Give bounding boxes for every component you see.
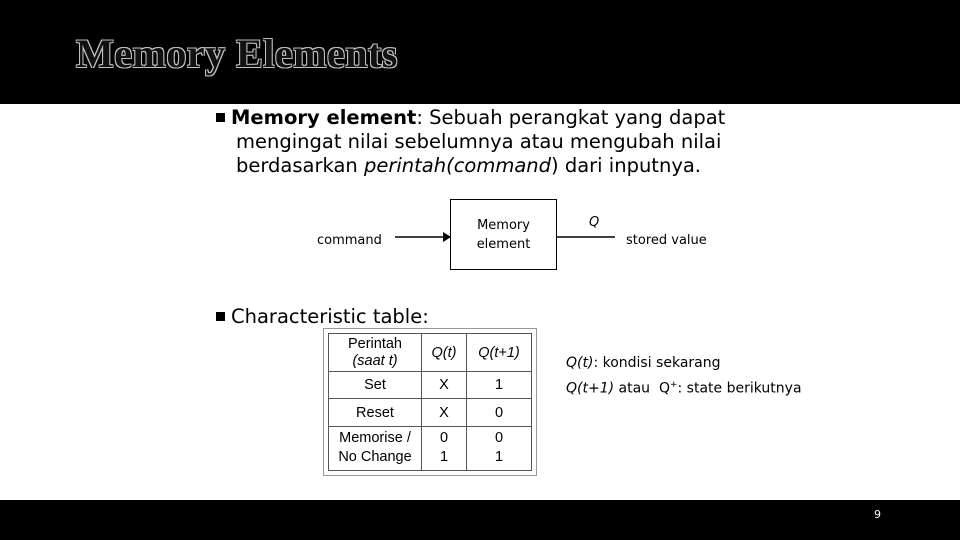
note-qt1-text: : state berikutnya: [677, 380, 802, 397]
cell-qt1: 1: [467, 372, 532, 399]
characteristic-table-image: [323, 328, 537, 476]
cell-qt-line1: 0: [439, 430, 449, 447]
note-qt-text: : kondisi sekarang: [593, 355, 721, 371]
definition-text-3b: perintah(command: [363, 154, 552, 177]
definition-bullet: [216, 106, 836, 178]
header-perintah: [329, 334, 422, 372]
cell-qt: X: [422, 399, 467, 426]
input-label: command: [317, 233, 382, 248]
note-qt1-mid: atau Q: [614, 380, 670, 397]
header-perintah-line2: (saat t): [352, 352, 398, 369]
table-row: [329, 372, 532, 399]
notes: [566, 352, 802, 400]
cell-cmd-line2: No Change: [338, 449, 412, 466]
footer-bar: [0, 500, 960, 540]
note-qt-symbol: Q(t): [566, 355, 594, 371]
cell-cmd: Set: [329, 372, 422, 399]
cell-cmd: [329, 426, 422, 470]
table-bullet: [216, 305, 429, 328]
definition-text-1: : Sebuah perangkat yang dapat: [416, 106, 726, 129]
cell-qt: X: [422, 372, 467, 399]
note-qplus-sup: +: [669, 380, 678, 390]
table-row: [329, 426, 532, 470]
header-qt: Q(t): [422, 334, 467, 372]
output-line: [557, 228, 617, 244]
characteristic-table: [328, 333, 532, 471]
box-label-2: element: [476, 237, 531, 252]
cell-qt1: 0: [467, 399, 532, 426]
table-row: [329, 399, 532, 426]
definition-text-2: mengingat nilai sebelumnya atau mengubah nilai: [236, 130, 722, 153]
input-arrow: [395, 228, 455, 244]
cell-cmd: Reset: [329, 399, 422, 426]
cell-cmd-line1: Memorise /: [339, 430, 411, 447]
header-qt1: Q(t+1): [467, 334, 532, 372]
cell-qt1-line1: 0: [494, 430, 504, 447]
cell-qt1-line2: 1: [494, 449, 504, 466]
bullet-square-icon: [216, 113, 225, 122]
definition-text-3a: berdasarkan: [236, 154, 364, 177]
term-memory-element: Memory element: [231, 106, 417, 129]
page-number: 9: [874, 508, 881, 521]
cell-qt-line2: 1: [439, 449, 449, 466]
note-qt1: [566, 374, 802, 400]
output-label: stored value: [626, 233, 707, 248]
note-qt1-symbol: Q(t+1): [566, 380, 615, 397]
cell-qt1: [467, 426, 532, 470]
table-header-row: [329, 334, 532, 372]
header-perintah-line1: Perintah: [347, 335, 402, 352]
bullet-square-icon: [216, 312, 225, 321]
note-qt: [566, 352, 802, 374]
cell-qt: [422, 426, 467, 470]
definition-text-3c: ) dari inputnya.: [551, 154, 702, 177]
table-bullet-text: Characteristic table:: [231, 305, 429, 328]
slide-title: Memory Elements: [76, 31, 398, 76]
memory-element-box: [450, 199, 557, 270]
box-label-1: Memory: [477, 218, 530, 233]
output-symbol: Q: [589, 215, 600, 230]
